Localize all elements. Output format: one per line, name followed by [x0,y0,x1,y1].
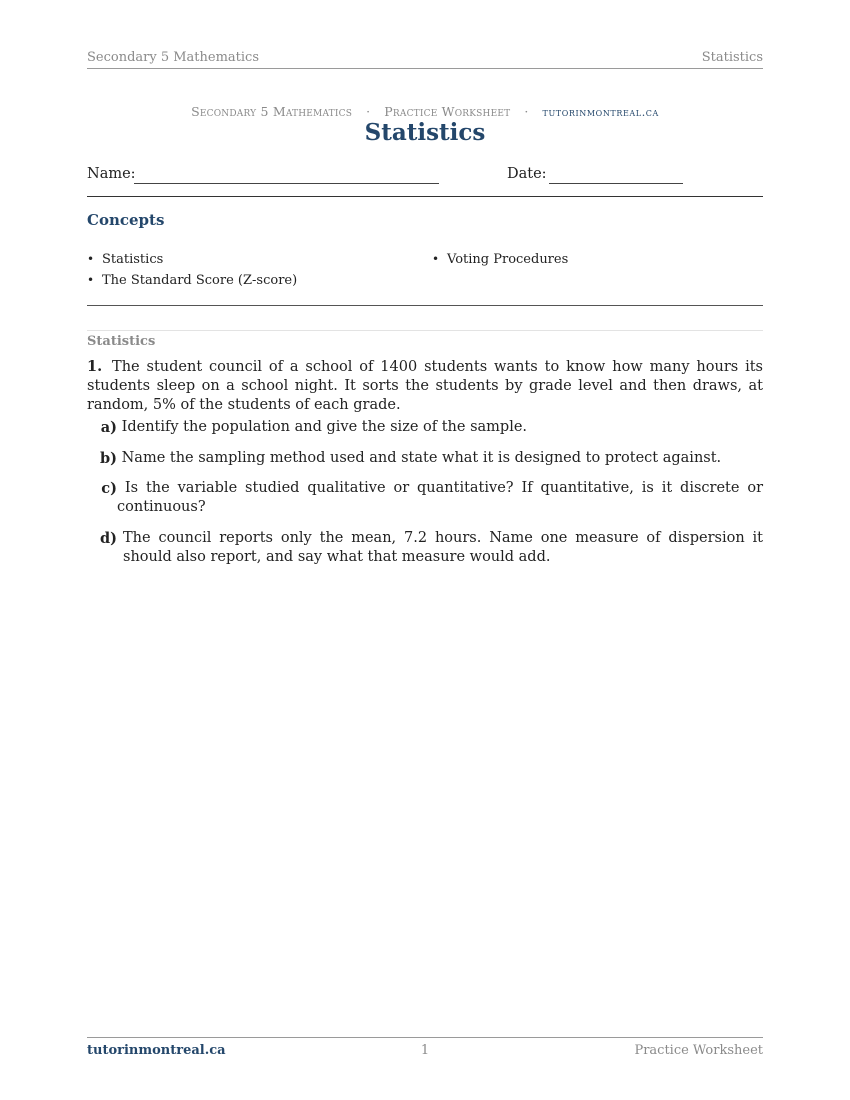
name-label: Name: [87,166,136,182]
subtitle-separator: · [524,104,529,119]
running-header-topic: Statistics [701,50,763,65]
concept-item: • Voting Procedures [432,249,568,270]
part-label: c) [101,480,117,497]
worksheet-subtitle [87,104,763,119]
concepts-column-2 [432,249,568,270]
question-number: 1. [87,358,103,375]
part-text: Is the variable studied qualitative or quantitative? If quantitative, is it discrete or continuous? [117,480,764,515]
date-field[interactable] [549,183,683,184]
subtitle-site: tutorinmontreal.ca [542,106,659,119]
name-field[interactable] [134,183,439,184]
section-label: Statistics [87,334,156,349]
part-text: Name the sampling method used and state what it is designed to protect against. [121,449,722,466]
date-label: Date: [507,166,547,182]
section-divider [87,330,763,331]
running-header [87,50,763,69]
name-date-row [87,166,763,197]
part-label: a) [100,419,117,436]
part-label: b) [100,449,117,467]
concepts-heading: Concepts [87,211,165,229]
subtitle-kind: Practice Worksheet [384,104,511,119]
concepts-list [87,249,763,306]
question-part-a [87,418,763,437]
footer-site: tutorinmontreal.ca [87,1043,226,1058]
question-parts [87,418,763,578]
footer-worksheet-kind: Practice Worksheet [634,1043,763,1058]
part-text: Identify the population and give the size of the sample. [121,419,528,435]
subtitle-course: Secondary 5 Mathematics [191,104,353,119]
page-title: Statistics [364,119,486,146]
page-footer [87,1037,763,1063]
concept-item: • The Standard Score (Z-score) [87,270,297,291]
question-part-c [87,479,763,517]
question-part-d [87,529,763,567]
question-part-b [87,449,763,468]
question-text: The student council of a school of 1400 students wants to know how many hours its students sleep on a school night. It sorts the students by grade level and then draws, at random, 5% of the students of each grade. [87,359,763,413]
footer-page-number: 1 [420,1043,430,1058]
question-1 [87,357,763,415]
concept-item: • Statistics [87,249,297,270]
running-header-course: Secondary 5 Mathematics [87,50,260,65]
concepts-column-1 [87,249,297,291]
subtitle-separator: · [366,104,371,119]
part-text: The council reports only the mean, 7.2 hours. Name one measure of dispersion it should also report, and say what that measure would add. [123,529,763,565]
part-label: d) [100,529,117,547]
